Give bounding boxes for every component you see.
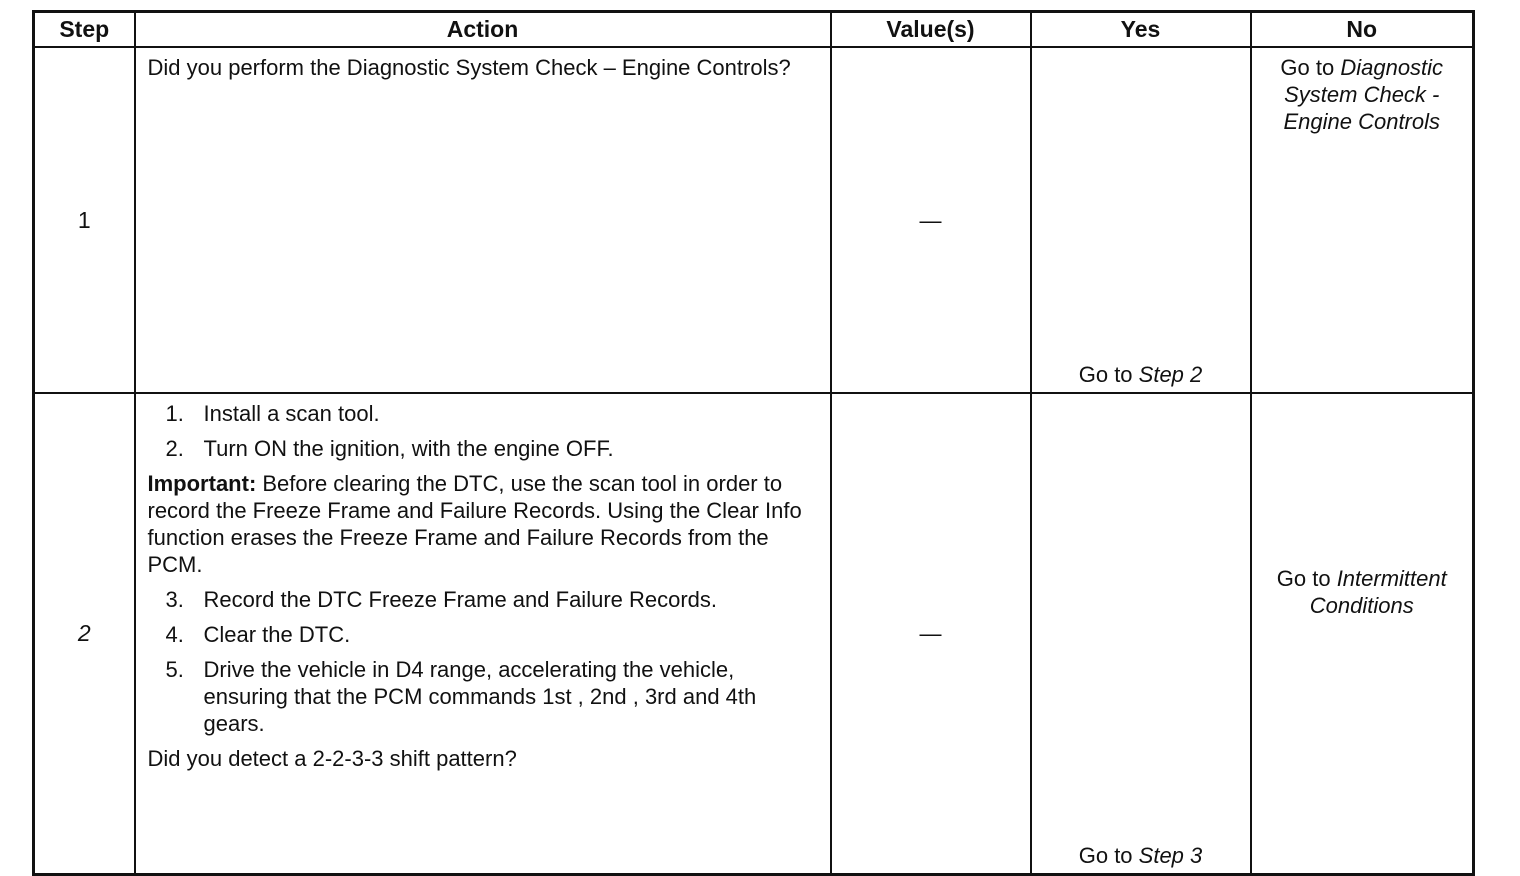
- yes-step-link: Step 2: [1138, 362, 1203, 387]
- step-number: 1: [34, 47, 135, 393]
- list-item: [166, 656, 818, 737]
- list-item-number: 1.: [165, 401, 184, 426]
- list-item-text: Record the DTC Freeze Frame and Failure Records.: [203, 587, 718, 612]
- header-yes: Yes: [1031, 12, 1251, 48]
- action-question: Did you perform the Diagnostic System Check – Engine Controls?: [147, 55, 791, 80]
- no-prefix: Go to: [1280, 55, 1341, 80]
- diagnostic-table-sheet: [32, 10, 1472, 876]
- list-item-text: Install a scan tool.: [203, 401, 380, 426]
- table-row: [34, 393, 1474, 875]
- header-row: [34, 12, 1474, 48]
- yes-cell: [1031, 393, 1251, 875]
- yes-prefix: Go to: [1078, 362, 1139, 387]
- yes-instruction: [1032, 361, 1250, 388]
- list-item-text: Drive the vehicle in D4 range, accelerating the vehicle, ensuring that the PCM commands 1st , 2nd , 3rd and 4th gears.: [203, 657, 757, 736]
- list-item: [166, 586, 818, 613]
- header-no: No: [1251, 12, 1474, 48]
- yes-prefix: Go to: [1078, 843, 1139, 868]
- list-item-text: Clear the DTC.: [203, 622, 351, 647]
- no-cell: [1251, 393, 1474, 875]
- list-item-text: Turn ON the ignition, with the engine OFF.: [203, 436, 614, 461]
- yes-instruction: [1032, 842, 1250, 869]
- important-note: [148, 470, 818, 578]
- step-number: 2: [34, 393, 135, 875]
- value-cell: —: [831, 47, 1031, 393]
- action-cell: [135, 393, 831, 875]
- list-item-number: 3.: [165, 587, 184, 612]
- value-cell: —: [831, 393, 1031, 875]
- yes-cell: [1031, 47, 1251, 393]
- yes-step-link: Step 3: [1138, 843, 1203, 868]
- action-cell: [135, 47, 831, 393]
- list-item-number: 5.: [165, 657, 184, 682]
- no-step-link: Intermittent Conditions: [1309, 565, 1447, 618]
- list-item-number: 4.: [165, 622, 184, 647]
- action-question: Did you detect a 2-2-3-3 shift pattern?: [147, 746, 517, 771]
- no-cell: [1251, 47, 1474, 393]
- header-action: Action: [135, 12, 831, 48]
- diagnostic-table: [32, 10, 1475, 876]
- list-item: [166, 435, 818, 462]
- table-row: [34, 47, 1474, 393]
- no-step-link: Diagnostic System Check - Engine Controls: [1283, 55, 1444, 134]
- header-step: Step: [34, 12, 135, 48]
- header-values: Value(s): [831, 12, 1031, 48]
- list-item: [166, 400, 818, 427]
- list-item-number: 2.: [165, 436, 184, 461]
- important-label: Important:: [147, 471, 257, 496]
- list-item: [166, 621, 818, 648]
- no-prefix: Go to: [1276, 565, 1337, 591]
- important-text: Before clearing the DTC, use the scan tool in order to record the Freeze Frame and Failure Records. Using the Clear Info function erases the Freeze Frame and Failure Records from the PCM.: [147, 471, 802, 577]
